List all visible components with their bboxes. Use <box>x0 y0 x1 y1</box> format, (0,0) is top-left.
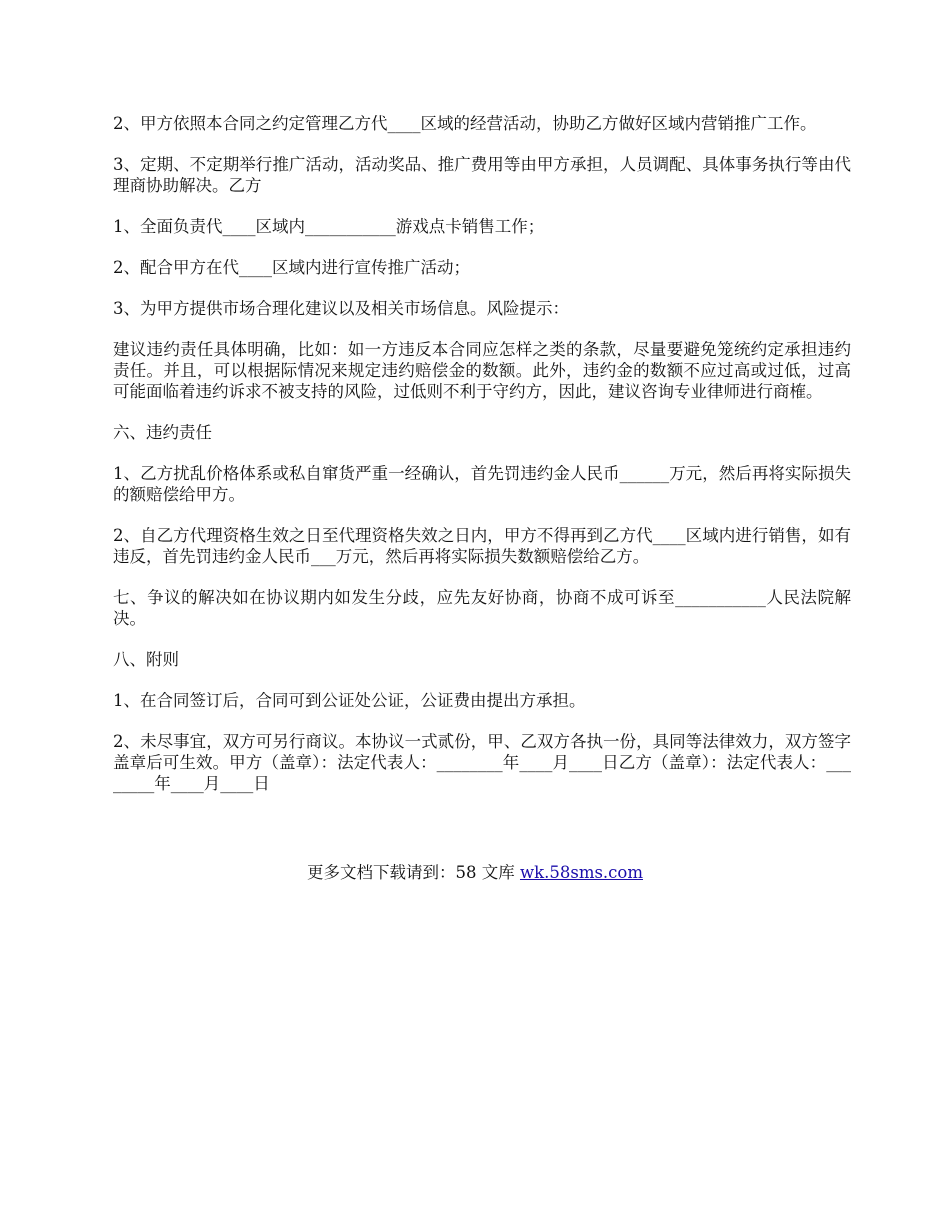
risk-note-paragraph: 建议违约责任具体明确，比如：如一方违反本合同应怎样之类的条款，尽量要避免笼统约定承担违约责任。并且，可以根据际情况来规定违约赔偿金的数额。此外，违约金的数额不应过高或过低，过高可能面临着违约诉求不被支持的风险，过低则不利于守约方，因此，建议咨询专业律师进行商榷。 <box>113 340 851 401</box>
paragraph: 2、配合甲方在代____区域内进行宣传推广活动； <box>113 258 470 277</box>
paragraph: 2、甲方依照本合同之约定管理乙方代____区域的经营活动，协助乙方做好区域内营销推广工作。 <box>113 114 817 133</box>
paragraph: 3、为甲方提供市场合理化建议以及相关市场信息。风险提示： <box>113 299 569 318</box>
paragraph: 1、全面负责代____区域内___________游戏点卡销售工作； <box>113 217 545 236</box>
paragraph: 1、乙方扰乱价格体系或私自窜货严重一经确认，首先罚违约金人民币______万元，然后再将实际损失的额赔偿给甲方。 <box>113 464 851 504</box>
paragraph: 3、定期、不定期举行推广活动，活动奖品、推广费用等由甲方承担，人员调配、具体事务执行等由代理商协助解决。乙方 <box>113 155 851 195</box>
signature-paragraph: 2、未尽事宜，双方可另行商议。本协议一式贰份，甲、乙双方各执一份，具同等法律效力，双方签字盖章后可生效。甲方（盖章）：法定代表人：________年____月____日乙方（盖章）：法定代表人：________年____月____日 <box>113 732 851 793</box>
section-heading: 六、违约责任 <box>113 423 212 442</box>
section-heading: 八、附则 <box>113 650 179 669</box>
document-body <box>113 113 851 814</box>
footer <box>0 862 950 883</box>
footer-text: 更多文档下载请到：58 文库 <box>306 863 520 882</box>
footer-link[interactable]: wk.58sms.com <box>519 863 643 882</box>
paragraph: 1、在合同签订后，合同可到公证处公证，公证费由提出方承担。 <box>113 691 586 710</box>
paragraph: 2、自乙方代理资格生效之日至代理资格失效之日内，甲方不得再到乙方代____区域内进行销售，如有违反，首先罚违约金人民币___万元，然后再将实际损失数额赔偿给乙方。 <box>113 526 851 566</box>
section-heading: 七、争议的解决如在协议期内如发生分歧，应先友好协商，协商不成可诉至___________人民法院解决。 <box>113 588 851 628</box>
